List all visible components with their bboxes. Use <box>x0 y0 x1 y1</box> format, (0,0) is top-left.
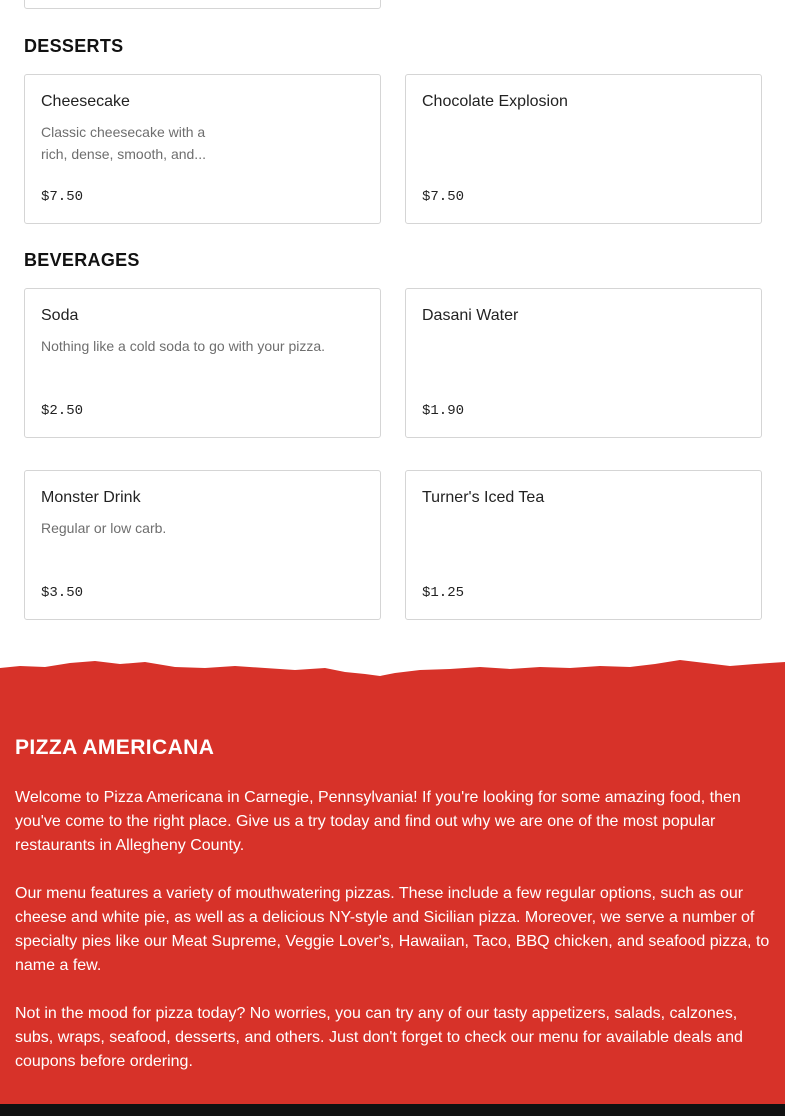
menu-item-price: $1.90 <box>422 403 465 419</box>
menu-item-card-partial[interactable] <box>24 0 381 9</box>
menu-item-description: Nothing like a cold soda to go with your pizza. <box>41 338 326 354</box>
menu-item-name: Monster Drink <box>41 489 141 506</box>
menu-item-description: Regular or low carb. <box>41 520 167 536</box>
menu-item-card-dasani-water[interactable] <box>405 288 762 438</box>
menu-item-card-cheesecake[interactable] <box>24 74 381 224</box>
bottom-bar <box>0 1104 785 1116</box>
menu-item-price: $1.25 <box>422 585 465 601</box>
menu-item-name: Dasani Water <box>422 307 519 324</box>
section-title-desserts: DESSERTS <box>24 36 124 56</box>
menu-item-card-monster-drink[interactable] <box>24 470 381 620</box>
footer-paragraph-menu: Our menu features a variety of mouthwatering pizzas. These include a few regular options, such as our cheese and white pie, as well as a delicious NY-style and Sicilian pizza. Moreover, we serve a number of specialty pies like our Meat Supreme, Veggie Lover's, Hawaiian, Taco, BBQ chicken, and seafood pizza, to name a few. <box>15 885 770 974</box>
menu-item-name: Cheesecake <box>41 93 130 110</box>
menu-item-description: Classic cheesecake with a rich, dense, smooth, and... <box>41 124 206 162</box>
menu-item-price: $7.50 <box>41 189 84 205</box>
footer-paragraph-other: Not in the mood for pizza today? No worries, you can try any of our tasty appetizers, salads, calzones, subs, wraps, seafood, desserts, and others. Just don't forget to check our menu for available deals and coupons before ordering. <box>15 1005 743 1070</box>
menu-item-price: $2.50 <box>41 403 84 419</box>
footer-title: PIZZA AMERICANA <box>15 736 215 759</box>
menu-item-card-chocolate-explosion[interactable] <box>405 74 762 224</box>
section-title-beverages: BEVERAGES <box>24 250 140 270</box>
footer-paragraph-welcome: Welcome to Pizza Americana in Carnegie, Pennsylvania! If you're looking for some amazing food, then you've come to the right place. Give us a try today and find out why we are one of the most popular restaurants in Allegheny County. <box>15 789 741 854</box>
menu-item-name: Soda <box>41 307 79 324</box>
menu-item-name: Chocolate Explosion <box>422 93 568 110</box>
menu-item-name: Turner's Iced Tea <box>422 489 545 506</box>
menu-item-price: $3.50 <box>41 585 84 601</box>
menu-item-card-turners-iced-tea[interactable] <box>405 470 762 620</box>
menu-item-price: $7.50 <box>422 189 465 205</box>
about-footer <box>0 658 785 1116</box>
menu-item-card-soda[interactable] <box>24 288 381 438</box>
